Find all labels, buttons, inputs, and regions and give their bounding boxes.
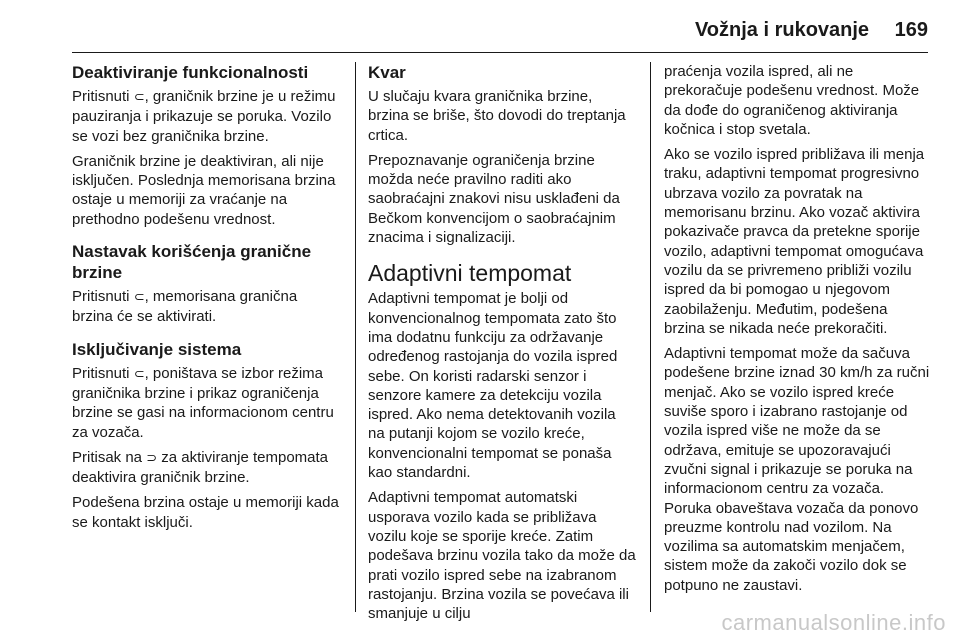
heading-switch-off: Isključivanje sistema [72,339,242,359]
paragraph: Ako se vozilo ispred približava ili menja traku, adaptivni tempomat progresivno ubrzava vozilo za povratak na memorisanu brzinu. Ako vozač aktivira pokazivače pravca da pretekne sporije vozilo, adaptivni tempomat omogućava vozilu da se privremeno približi vozilu ispred da bi pomogao u njegovom zaobilaženju. Međutim, podešena brzina se nikada neće prekoračiti. [664,146,925,337]
paragraph: Pritisak na ⊃ za aktiviranje tempomata deaktivira graničnik brzine. [72,448,329,487]
header-rule [72,52,928,53]
paragraph: Adaptivni tempomat je bolji od konvencionalnog tempomata zato što ima dodatnu funkciju za održavanje određenog rastojanja do vozila ispred sebe. On koristi radarski senzor i senzore kamere za detekciju vozila ispred. Ako nema detektovanih vozila na putanji kojom se vozilo kreće, konvencionalni tempomat se ponaša kao standardni. [368,290,618,482]
page-number: 169 [894,19,928,41]
column-middle [368,62,636,629]
paragraph: Prepoznavanje ograničenja brzine možda neće pravilno raditi ako saobraćajni znakovi nisu usklađeni da Bečkom konvencijom o saobraćajnim znacima i signalizaciji. [368,151,620,247]
paragraph: Graničnik brzine je deaktiviran, ali nije isključen. Poslednja memorisana brzina ostaje u memoriji za vraćanje na prethodno podešenu vrednost. [72,152,336,228]
heading-resume: Nastavak korišćenja granične brzine [72,242,312,283]
watermark: carmanualsonline.info [721,610,946,635]
page-header [72,16,928,44]
paragraph: Pritisnuti ⊂, poništava se izbor režima graničnika brzine i prikaz ograničenja brzine se gasi na informacionom centru za vozača. [72,364,334,441]
resume-button-icon: ⊂ [133,290,145,306]
cruise-control-icon: ⊃ [146,450,158,466]
column-right [664,62,932,601]
pause-button-icon: ⊂ [133,90,145,105]
column-divider [355,62,356,612]
paragraph: Podešena brzina ostaje u memoriji kada se kontakt isključi. [72,494,339,531]
column-left [72,62,342,538]
cancel-button-icon: ⊂ [133,366,145,382]
heading-adaptive-cruise: Adaptivni tempomat [368,260,572,287]
paragraph: Pritisnuti ⊂, memorisana granična brzina će se aktivirati. [72,288,298,326]
paragraph: Adaptivni tempomat automatski usporava vozilo kada se približava vozilu koje se sporije kreće. Zatim podešava brzinu vozila tako da može da prati vozilo ispred sebe na izabranom rastojanju. Brzina vozila se povećava ili smanjuje u cilju [368,489,636,623]
section-title: Vožnja i rukovanje [694,19,870,41]
column-divider [650,62,651,612]
paragraph: Adaptivni tempomat može da sačuva podešene brzine iznad 30 km/h za ručni menjač. Ako se vozilo ispred kreće suviše sporo i izabrano rastojanje od vozila ispred više ne može da se održava, emituje se upozoravajući zvučni signal i prikazuje se poruka na informacionom centru za vozača. Poruka obaveštava vozača da ponovo preuzme kontrolu nad vozilom. Na vozilima sa automatskim menjačem, sistem može da zakoči vozilo dok se potpuno ne zaustavi. [664,345,930,594]
paragraph: U slučaju kvara graničnika brzine, brzina se briše, što dovodi do treptanja crtica. [368,88,626,144]
heading-fault: Kvar [368,63,406,82]
paragraph: praćenja vozila ispred, ali ne prekoračuje podešenu vrednost. Može da dođe do ograničenog aktiviranja kočnica i stop svetala. [664,63,920,138]
heading-deactivate: Deaktiviranje funkcionalnosti [72,63,309,82]
paragraph: Pritisnuti ⊂, graničnik brzine je u režimu pauziranja i prikazuje se poruka. Vozilo se vozi bez graničnika brzine. [72,88,336,145]
